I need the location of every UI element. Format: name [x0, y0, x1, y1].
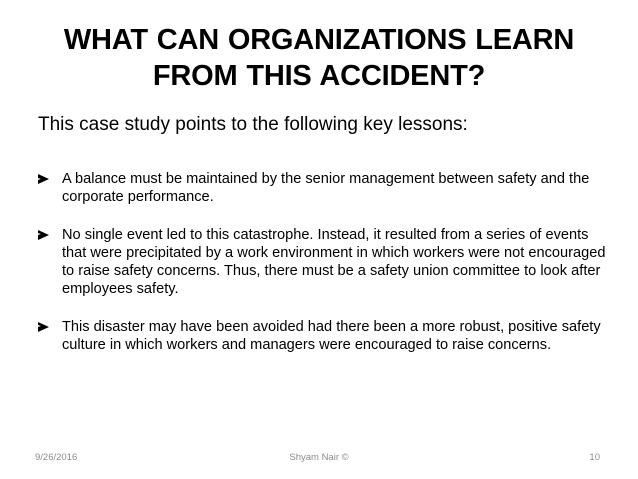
title-line-2: FROM THIS ACCIDENT?: [152, 60, 486, 92]
arrow-bullet-icon: [38, 230, 49, 240]
bullet-item: [38, 318, 608, 355]
footer-author: Shyam Nair ©: [289, 452, 349, 463]
arrow-bullet-icon: [38, 322, 49, 332]
bullet-text: This disaster may have been avoided had there been a more robust, positive safety culture in which workers and managers were encouraged to raise concerns.: [62, 318, 601, 354]
bullet-item: [38, 170, 608, 207]
arrow-bullet-icon: [38, 174, 49, 184]
bullet-item: [38, 226, 608, 299]
bullet-list: [38, 170, 608, 373]
slide-title: [30, 22, 608, 94]
intro-text: This case study points to the following key lessons:: [38, 114, 468, 135]
bullet-text: No single event led to this catastrophe. Instead, it resulted from a series of events that were precipitated by a work environment in which workers were not encouraged to raise safety concerns. Thus, there must be a safety union committee to look after employees safety.: [62, 226, 606, 298]
bullet-text: A balance must be maintained by the senior management between safety and the corporate performance.: [62, 171, 590, 206]
title-line-1: WHAT CAN ORGANIZATIONS LEARN: [63, 24, 575, 56]
footer-page-number: 10: [589, 452, 600, 463]
footer-date: 9/26/2016: [35, 452, 78, 463]
